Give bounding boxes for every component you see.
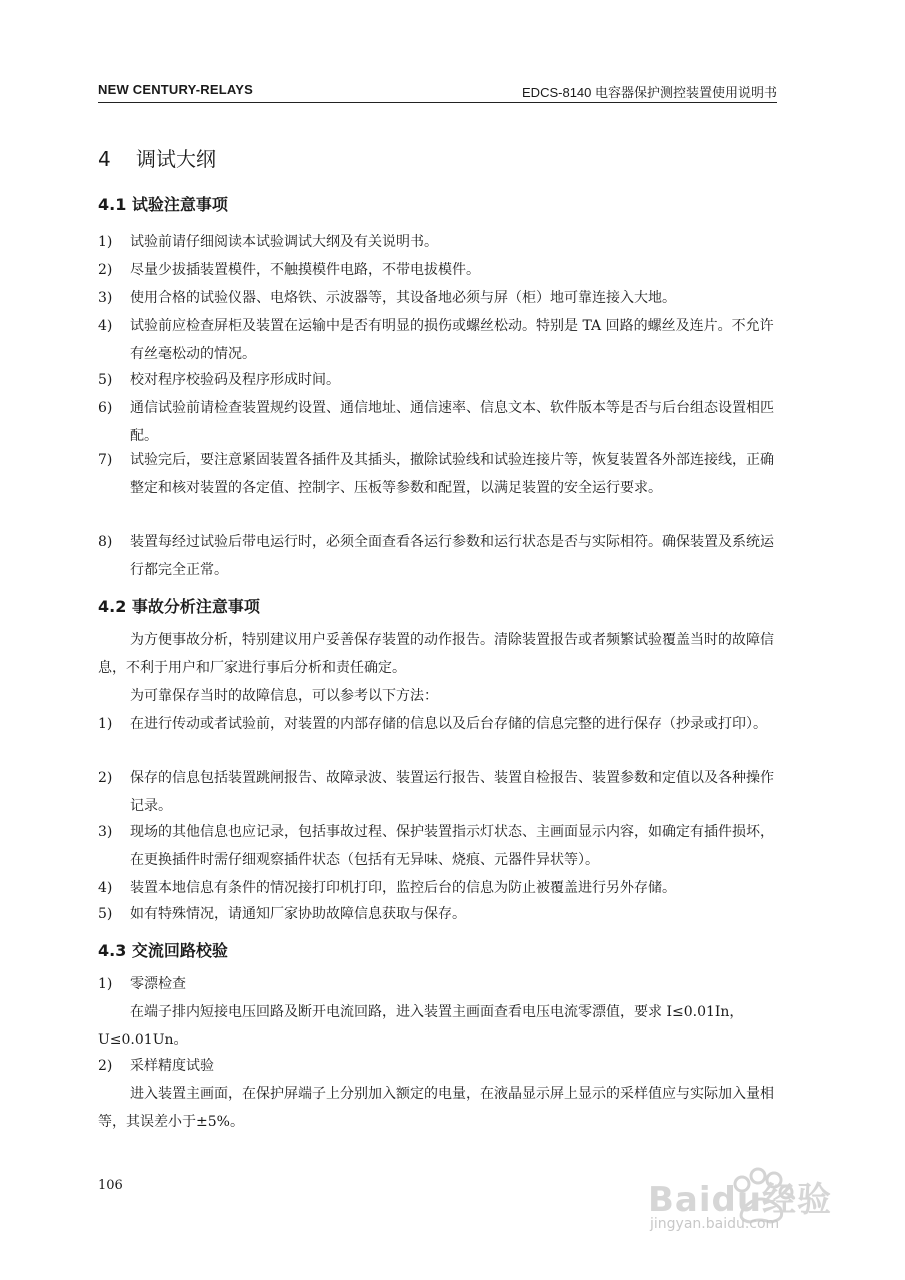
section-heading-4-2: 4.2 事故分析注意事项 [98, 597, 260, 616]
list-item-number: 4) [98, 880, 113, 896]
list-item-number: 4) [98, 318, 113, 334]
page-number: 106 [98, 1178, 123, 1193]
list-item-number: 1) [98, 716, 113, 732]
list-item [98, 874, 777, 902]
header-document-title: EDCS-8140 电容器保护测控装置使用说明书 [522, 85, 777, 100]
list-item-text: 使用合格的试验仪器、电烙铁、示波器等，其设备地必须与屏（柜）地可靠连接入大地。 [130, 290, 676, 306]
section-heading-4-3: 4.3 交流回路校验 [98, 941, 228, 960]
paragraph: 在端子排内短接电压回路及断开电流回路，进入装置主画面查看电压电流零漂值，要求 I≤0.01In，U≤0.01Un。 [98, 1004, 744, 1048]
watermark-brand: Baidu经验 [648, 1180, 833, 1220]
list-item [98, 394, 777, 450]
list-item-text: 现场的其他信息也应记录，包括事故过程、保护装置指示灯状态、主画面显示内容，如确定有插件损坏，在更换插件时需仔细观察插件状态（包括有无异味、烧痕、元器件异状等）。 [130, 824, 774, 868]
list-item-text: 装置本地信息有条件的情况接打印机打印，监控后台的信息为防止被覆盖进行另外存储。 [130, 880, 676, 896]
list-item-text: 校对程序校验码及程序形成时间。 [130, 372, 340, 388]
paragraph: 为方便事故分析，特别建议用户妥善保存装置的动作报告。清除装置报告或者频繁试验覆盖当时的故障信息，不利于用户和厂家进行事后分析和责任确定。 [98, 632, 774, 676]
header-company: NEW CENTURY-RELAYS [98, 82, 254, 97]
list-item-text: 如有特殊情况，请通知厂家协助故障信息获取与保存。 [130, 906, 466, 922]
list-item-text: 试验完后，要注意紧固装置各插件及其插头，撤除试验线和试验连接片等，恢复装置各外部连接线，正确整定和核对装置的各定值、控制字、压板等参数和配置，以满足装置的安全运行要求。 [130, 452, 774, 496]
list-item-number: 7) [98, 452, 113, 468]
list-item-number: 5) [98, 372, 113, 388]
chapter-number: 4 [98, 147, 111, 171]
list-item [98, 710, 777, 738]
list-item [98, 256, 777, 284]
paragraph: 为可靠保存当时的故障信息，可以参考以下方法： [130, 688, 438, 704]
list-item [98, 900, 777, 928]
chapter-heading [98, 143, 216, 172]
list-item-number: 2) [98, 1058, 113, 1074]
list-item-number: 3) [98, 824, 113, 840]
list-item-number: 3) [98, 290, 113, 306]
list-item [98, 284, 777, 312]
list-item-number: 2) [98, 262, 113, 278]
list-item-number: 6) [98, 400, 113, 416]
list-item [98, 228, 777, 256]
list-item-number: 2) [98, 770, 113, 786]
list-item [98, 446, 777, 502]
list-item [98, 970, 777, 998]
list-item [98, 312, 777, 368]
list-item-text: 采样精度试验 [130, 1058, 214, 1074]
header-rule [98, 102, 777, 103]
list-item-text: 保存的信息包括装置跳闸报告、故障录波、装置运行报告、装置自检报告、装置参数和定值以及各种操作记录。 [130, 770, 774, 814]
paragraph: 进入装置主画面，在保护屏端子上分别加入额定的电量，在液晶显示屏上显示的采样值应与实际加入量相等，其误差小于±5%。 [98, 1086, 774, 1130]
list-item-text: 在进行传动或者试验前，对装置的内部存储的信息以及后台存储的信息完整的进行保存（抄录或打印）。 [130, 716, 767, 732]
section-heading-4-1: 4.1 试验注意事项 [98, 195, 228, 214]
list-item [98, 818, 777, 874]
list-item-text: 试验前请仔细阅读本试验调试大纲及有关说明书。 [130, 234, 438, 250]
list-item [98, 528, 777, 584]
list-item-number: 5) [98, 906, 113, 922]
watermark-url: jingyan.baidu.com [650, 1216, 780, 1232]
list-item-number: 8) [98, 534, 113, 550]
list-item-text: 尽量少拔插装置模件，不触摸模件电路，不带电拔模件。 [130, 262, 480, 278]
list-item [98, 1052, 777, 1080]
list-item-text: 试验前应检查屏柜及装置在运输中是否有明显的损伤或螺丝松动。特别是 TA 回路的螺丝及连片。不允许有丝毫松动的情况。 [130, 318, 774, 362]
list-item-text: 零漂检查 [130, 976, 186, 992]
list-item-number: 1) [98, 234, 113, 250]
list-item [98, 764, 777, 820]
list-item [98, 366, 777, 394]
list-item-text: 装置每经过试验后带电运行时，必须全面查看各运行参数和运行状态是否与实际相符。确保装置及系统运行都完全正常。 [130, 534, 774, 578]
list-item-text: 通信试验前请检查装置规约设置、通信地址、通信速率、信息文本、软件版本等是否与后台组态设置相匹配。 [130, 400, 774, 444]
chapter-title: 调试大纲 [136, 147, 216, 171]
list-item-number: 1) [98, 976, 113, 992]
